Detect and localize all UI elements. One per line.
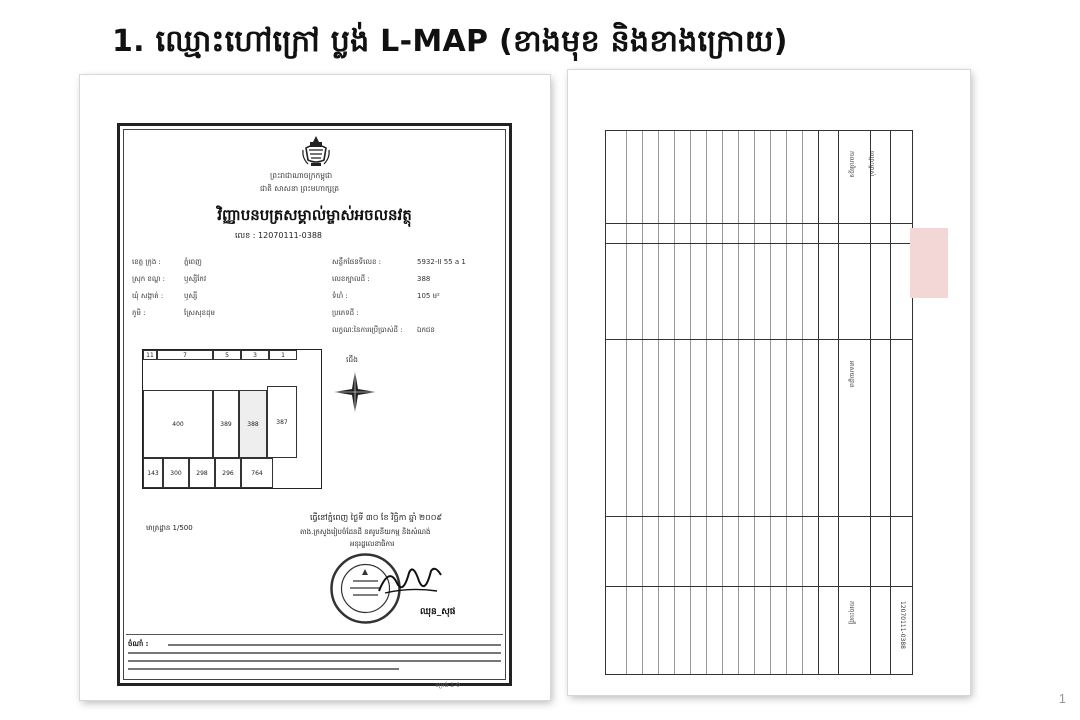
motto-line: ជាតិ សាសនា ព្រះមហាក្សត្រ (260, 184, 340, 193)
form-code: ទម្រង់ 1-0 (435, 682, 460, 689)
parcel-cell: 300 (163, 458, 189, 488)
ownership-ledger-table (605, 130, 913, 675)
field-map-sheet: សន្លឹកផែនទីលេខ : 5932-II 55 a 1 (332, 258, 466, 266)
parcel-cell: 143 (143, 458, 163, 488)
ledger-header: កាលបរិច្ឆេទ (848, 151, 855, 178)
field-land-type: ប្រភេទដី : (332, 309, 359, 317)
field-commune: ឃុំ សង្កាត់ : ឫស្សី (132, 292, 198, 300)
parcel-cell: 764 (241, 458, 273, 488)
serial-label: លេខ : (235, 231, 256, 240)
parcel-cell-subject: 388 (239, 390, 267, 458)
parcel-cell: 5 (213, 350, 241, 360)
field-province: ខេត្ត ក្រុង : ភ្នំពេញ (132, 258, 202, 266)
note-label: ចំណាំ : (128, 640, 149, 648)
parcel-cell: 296 (215, 458, 241, 488)
note-divider (126, 634, 503, 635)
note-text-line (128, 650, 501, 656)
ledger-header: អាសយដ្ឋាន (848, 361, 855, 388)
note-text-line (128, 658, 501, 664)
issue-date: ធ្វើនៅភ្នំពេញ ថ្ងៃទី ៣០ ខែ វិច្ឆិកា ឆ្នាំ ២០០៩ (310, 513, 443, 522)
certificate-frame (117, 123, 512, 686)
map-scale: មាត្រដ្ឋាន 1/500 (146, 524, 193, 532)
parcel-cell: 11 (143, 350, 157, 360)
serial-row (235, 230, 322, 242)
certificate-title: វិញ្ញាបនបត្រសម្គាល់ម្ចាស់អចលនវត្ថុ (217, 206, 412, 224)
page-number: 1 (1058, 691, 1066, 706)
parcel-cell: 3 (241, 350, 269, 360)
issuer-line-2: អនុរដ្ឋលេខាធិការ (350, 540, 395, 548)
north-arrow-icon (332, 369, 378, 415)
field-village: ភូមិ : ស្រែសុខដុម (132, 309, 215, 317)
parcel-cell: 387 (267, 386, 297, 458)
field-land-use: លក្ខណៈនៃការប្រើប្រាស់ដី : ឯកជន (332, 326, 435, 334)
note-text-line (128, 666, 399, 672)
field-area: ទំហំ : 105 ម² (332, 292, 440, 300)
royal-emblem-icon (300, 134, 332, 168)
parcel-cell: 298 (189, 458, 215, 488)
parcel-cell: 7 (157, 350, 213, 360)
serial-value: 12070111-0388 (258, 231, 322, 240)
field-district: ស្រុក ខណ្ឌ : ឫស្សីកែវ (132, 275, 207, 283)
compass-label: ជើង (346, 355, 358, 364)
parcel-map (142, 349, 322, 489)
back-cert-number: 12070111-0388 (899, 601, 906, 649)
ledger-header: ឈ្មោះម្ចាស់ (868, 151, 875, 177)
signature-icon (375, 561, 445, 601)
slide-title: 1. ឈ្មោះហៅក្រៅ ប្លង់ L-MAP (ខាងមុខ និងខាងក្រោយ) (112, 24, 788, 59)
back-page-scan (568, 70, 970, 695)
parcel-cell: 1 (269, 350, 297, 360)
field-parcel-number: លេខក្បាលដី : 388 (332, 275, 431, 283)
ledger-header: ការចុះបញ្ជី (848, 601, 855, 625)
front-page-scan (80, 75, 550, 700)
kingdom-line: ព្រះរាជាណាចក្រកម្ពុជា (270, 171, 333, 180)
parcel-cell: 389 (213, 390, 239, 458)
note-text-line (168, 642, 501, 648)
issuer-line-1: តាង.ក្រសួងរៀបចំដែនដី នគរូបនីយកម្ម និងសំណង់ (300, 528, 431, 536)
parcel-cell: 400 (143, 390, 213, 458)
signer-name: ឈុន_សុផ (420, 607, 456, 617)
redacted-area (910, 228, 948, 298)
